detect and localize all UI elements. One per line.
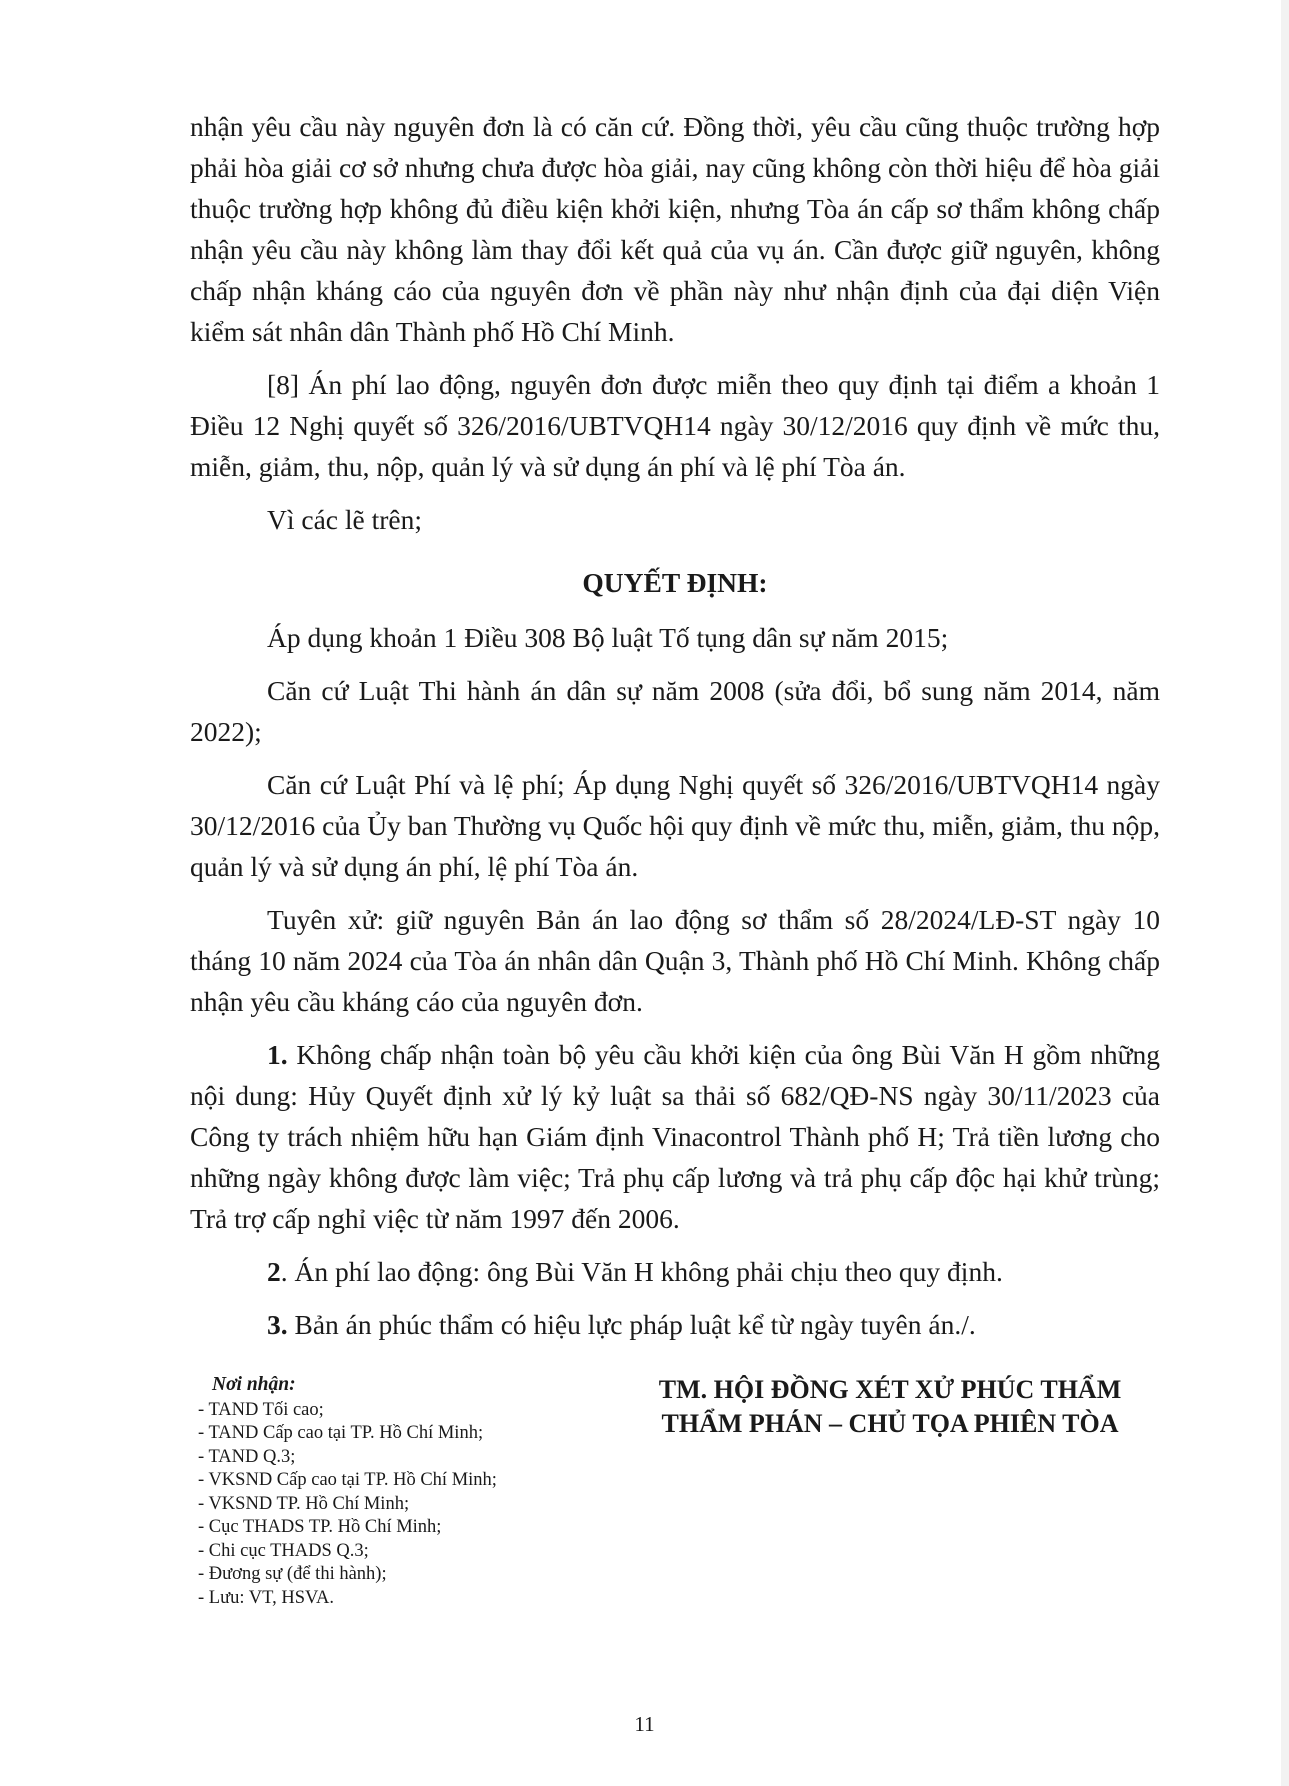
signature-line-1: TM. HỘI ĐỒNG XÉT XỬ PHÚC THẨM	[658, 1375, 1122, 1404]
recipient-item: - VKSND TP. Hồ Chí Minh;	[198, 1493, 410, 1514]
recipient-item: - Chi cục THADS Q.3;	[198, 1540, 369, 1561]
paragraph-ruling: Tuyên xử: giữ nguyên Bản án lao động sơ thẩm số 28/2024/LĐ-ST ngày 10 tháng 10 năm 2024 của Tòa án nhân dân Quận 3, Thành phố Hồ Chí Minh. Không chấp nhận yêu cầu kháng cáo của nguyên đơn.	[190, 904, 1160, 1017]
paragraph-court-fee-reasoning: [8] Án phí lao động, nguyên đơn được miễn theo quy định tại điểm a khoản 1 Điều 12 Nghị quyết số 326/2016/UBTVQH14 ngày 30/12/2016 quy định về mức thu, miễn, giảm, thu, nộp, quản lý và sử dụng án phí và lệ phí Tòa án.	[190, 369, 1160, 482]
recipient-item: - Đương sự (để thi hành);	[198, 1564, 387, 1584]
item-text: Không chấp nhận toàn bộ yêu cầu khởi kiện của ông Bùi Văn H gồm những nội dung: Hủy Quyết định xử lý kỷ luật sa thải số 682/QĐ-NS ngày 30/11/2023 của Công ty trách nhiệm hữu hạn Giám định Vinacontrol Thành phố H; Trả tiền lương cho những ngày không được làm việc; Trả phụ cấp lương và trả phụ cấp độc hại khử trùng; Trả trợ cấp nghỉ việc từ năm 1997 đến 2006.	[190, 1039, 1160, 1234]
recipients-list	[198, 1373, 598, 1610]
signature-line-2: THẨM PHÁN – CHỦ TỌA PHIÊN TÒA	[661, 1409, 1119, 1438]
item-number: 1.	[267, 1039, 288, 1070]
item-text: Bản án phúc thẩm có hiệu lực pháp luật kể từ ngày tuyên án./.	[287, 1309, 976, 1340]
item-number: 3.	[267, 1309, 288, 1340]
document-body	[190, 106, 1160, 1345]
decision-item-3	[190, 1304, 1160, 1345]
paragraph-conclusion-lead: Vì các lẽ trên;	[267, 504, 422, 535]
recipient-item: - Cục THADS TP. Hồ Chí Minh;	[198, 1517, 442, 1537]
paragraph-legal-basis-1: Áp dụng khoản 1 Điều 308 Bộ luật Tố tụng dân sự năm 2015;	[267, 622, 949, 653]
recipient-item: - VKSND Cấp cao tại TP. Hồ Chí Minh;	[198, 1470, 497, 1490]
decision-item-1	[190, 1034, 1160, 1239]
recipient-item: - TAND Tối cao;	[198, 1399, 324, 1420]
recipient-item: - TAND Q.3;	[198, 1446, 296, 1467]
recipient-item: - Lưu: VT, HSVA.	[198, 1587, 334, 1608]
decision-item-2	[190, 1251, 1160, 1292]
page-edge	[1281, 0, 1289, 1786]
item-number: 2	[267, 1256, 281, 1287]
page-number: 11	[634, 1712, 655, 1736]
recipient-item: - TAND Cấp cao tại TP. Hồ Chí Minh;	[198, 1423, 484, 1443]
paragraph-continued: nhận yêu cầu này nguyên đơn là có căn cứ. Đồng thời, yêu cầu cũng thuộc trường hợp phải hòa giải cơ sở nhưng chưa được hòa giải, nay cũng không còn thời hiệu để hòa giải thuộc trường hợp không đủ điều kiện khởi kiện, nhưng Tòa án cấp sơ thẩm không chấp nhận yêu cầu này không làm thay đổi kết quả của vụ án. Cần được giữ nguyên, không chấp nhận kháng cáo của nguyên đơn về phần này như nhận định của đại diện Viện kiểm sát nhân dân Thành phố Hồ Chí Minh.	[190, 111, 1160, 347]
recipients-title: Nơi nhận:	[212, 1374, 296, 1395]
paragraph-legal-basis-3: Căn cứ Luật Phí và lệ phí; Áp dụng Nghị quyết số 326/2016/UBTVQH14 ngày 30/12/2016 của Ủy ban Thường vụ Quốc hội quy định về mức thu, miễn, giảm, thu nộp, quản lý và sử dụng án phí, lệ phí Tòa án.	[190, 769, 1160, 882]
paragraph-legal-basis-2: Căn cứ Luật Thi hành án dân sự năm 2008 (sửa đổi, bổ sung năm 2014, năm 2022);	[190, 675, 1160, 747]
signature-block	[610, 1373, 1170, 1441]
item-text: . Án phí lao động: ông Bùi Văn H không phải chịu theo quy định.	[280, 1256, 1003, 1287]
decision-heading: QUYẾT ĐỊNH:	[582, 567, 768, 598]
